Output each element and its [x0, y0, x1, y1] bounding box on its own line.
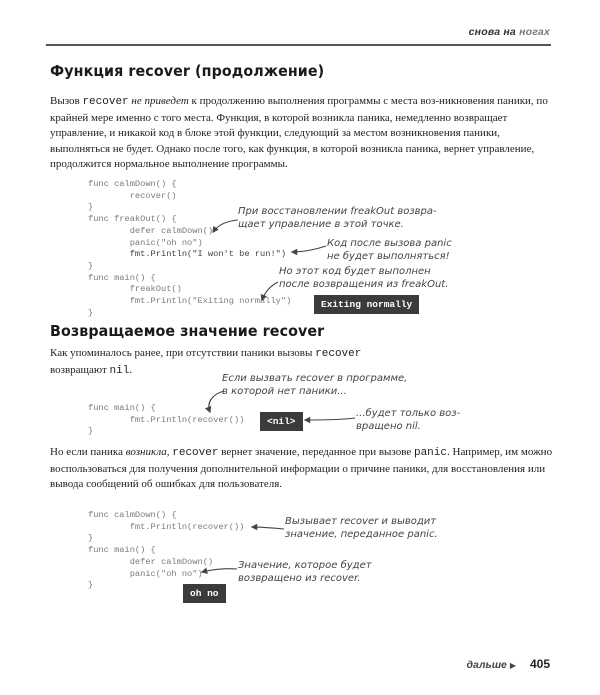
code-line: } [88, 426, 94, 437]
code-block-3 [88, 510, 244, 592]
next-link[interactable]: дальше ▶ [466, 659, 516, 671]
code-line: } [88, 202, 94, 213]
output-nil: <nil> [260, 412, 303, 431]
section1-paragraph: Вызов recover не приведет к продолжению выполнения программы с места воз-никновения паники, по крайней мере именно с того места. Функция, в которой возникла паника, немедленно возвращает управление, и никакой код в блоке этой функции, следующий за местом возникновения паники, выполняться не будет. Однако после того, как функция, в которой возникла паника, вернет управление, продолжится нормальное выполнение программы. [50, 95, 548, 171]
annotation-returns-nil: ...будет только воз- вращено nil. [356, 408, 461, 432]
arrow-to-println-not-run [292, 246, 326, 252]
annotation-returned-value: Значение, которое будет возвращено из recover. [238, 560, 372, 584]
annotation-no-panic: Если вызвать recover в программе, в которой нет паники... [222, 373, 408, 397]
section2-title: Возвращаемое значение recover [50, 322, 325, 340]
code-line: } [88, 307, 94, 318]
inline-code: recover [82, 96, 129, 108]
triangle-right-icon: ▶ [509, 661, 516, 670]
annotation-not-run: Код после вызова panic не будет выполняться! [327, 238, 452, 262]
emphasis: возникла [125, 446, 167, 458]
code-line: } [88, 260, 94, 271]
code-line: func calmDown() { [88, 179, 177, 189]
code-line: fmt.Println("I won't be run!") [88, 249, 287, 260]
inline-code: nil [109, 364, 130, 377]
running-head-main: снова на [468, 26, 516, 38]
code-line: func calmDown() { [88, 510, 177, 520]
code-line: panic("oh no") [88, 568, 203, 579]
code-line: fmt.Println(recover()) [88, 414, 245, 425]
page-number: 405 [529, 657, 550, 671]
section1-title: Функция recover (продолжение) [50, 62, 325, 80]
header-rule [46, 44, 551, 46]
code-block-1 [88, 179, 291, 319]
arrow-to-println-recover [252, 527, 284, 529]
code-block-2 [88, 403, 244, 438]
inline-code: panic [413, 447, 447, 459]
arrow-to-nil-output [305, 418, 355, 420]
page-footer [466, 655, 550, 673]
code-line: freakOut() [88, 284, 182, 295]
inline-code: recover [315, 348, 362, 360]
code-line: fmt.Println("Exiting normally") [88, 296, 292, 307]
output-exiting-normally: Exiting normally [314, 295, 419, 314]
code-line: recover() [88, 190, 177, 201]
code-line: defer calmDown() [88, 556, 214, 567]
code-line: panic("oh no") [88, 237, 203, 248]
section2-paragraph: Как упоминалось ранее, при отсутствии паники вызовы recover возвращают nil. [50, 347, 362, 377]
section3-paragraph: Но если паника возникла, recover вернет значение, переданное при вызове panic. Например, им можно воспользоваться для получения дополнительной информации о причине паники, для восстановления или вывода сообщений об ошибках для пользователя. [50, 446, 553, 491]
code-line: func freakOut() { [88, 214, 177, 225]
code-line: } [88, 533, 94, 544]
code-line: func main() { [88, 403, 156, 413]
output-oh-no: oh no [183, 584, 226, 603]
annotation-recovery-point: При восстановлении freakOut возвра- щает управление в этой точке. [238, 206, 437, 230]
annotation-will-run: Но этот код будет выполнен после возвращения из freakOut. [279, 266, 449, 290]
code-line: func main() { [88, 545, 156, 556]
code-line: func main() { [88, 272, 156, 283]
code-line: fmt.Println(recover()) [88, 521, 245, 532]
code-line: } [88, 580, 94, 591]
inline-code: recover [172, 447, 219, 459]
running-head [469, 26, 550, 38]
emphasis: не приведет [131, 95, 189, 107]
annotation-calls-recover: Вызывает recover и выводит значение, переданное panic. [285, 516, 438, 540]
code-line: defer calmDown() [88, 225, 214, 236]
running-head-accent: ногах [519, 26, 550, 38]
